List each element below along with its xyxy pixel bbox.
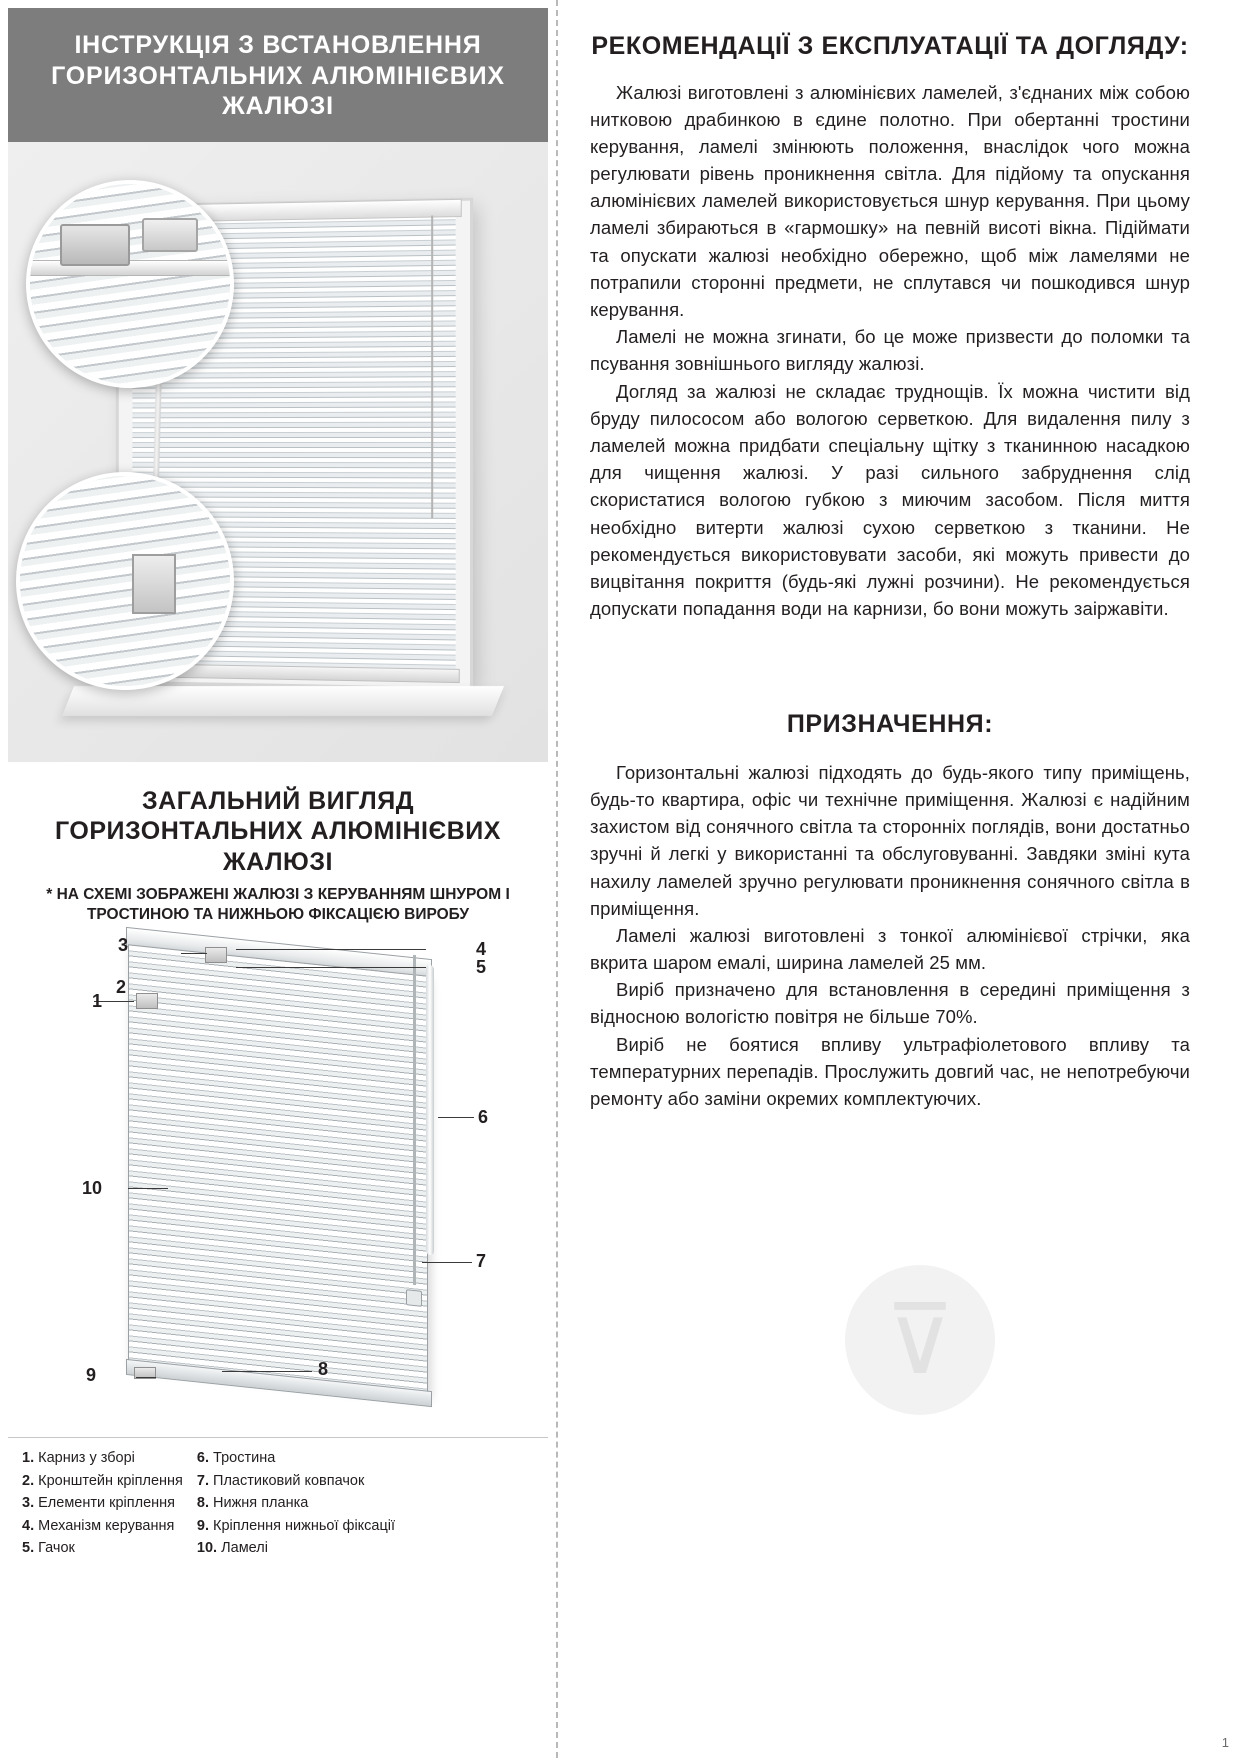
diagram-legend: [8, 1437, 548, 1565]
legend-label: Нижня планка: [213, 1495, 309, 1512]
leader-line: [438, 1117, 474, 1118]
closeup-mechanism: [142, 218, 198, 252]
diagram-plastic-cap: [406, 1289, 422, 1307]
left-column: [8, 8, 548, 1566]
list-item: [197, 1447, 395, 1469]
legend-label: Кронштейн кріплення: [38, 1472, 183, 1489]
diagram-bracket-top: [205, 947, 227, 963]
diagram-title: ЗАГАЛЬНИЙ ВИГЛЯД ГОРИЗОНТАЛЬНИХ АЛЮМІНІЄВИХ ЖАЛЮЗІ: [55, 786, 501, 876]
legend-label: Кріплення нижньої фіксації: [213, 1517, 396, 1534]
watermark-glyph: ⊽: [845, 1265, 995, 1415]
diagram-slats: [128, 945, 428, 1397]
legend-label: Гачок: [38, 1540, 75, 1557]
closeup-side-bracket: [132, 554, 176, 614]
legend-num: 9.: [196, 1517, 209, 1534]
closeup-slats: [20, 476, 230, 686]
installation-header: ІНСТРУКЦІЯ З ВСТАНОВЛЕННЯ ГОРИЗОНТАЛЬНИХ АЛЮМІНІЄВИХ ЖАЛЮЗІ: [8, 8, 548, 142]
paragraph: Ламелі не можна згинати, бо це може призвести до поломки та псування зовнішнього вигляду жалюзі.: [590, 326, 1190, 375]
legend-label: Механізм керування: [38, 1517, 175, 1534]
diagram-bracket-left: [136, 993, 158, 1009]
list-item: [197, 1537, 395, 1559]
control-cord: [431, 215, 433, 518]
legend-label: Тростина: [213, 1450, 276, 1467]
leader-line: [422, 1262, 472, 1263]
legend-num: 2.: [22, 1472, 35, 1489]
purpose-section: [590, 708, 1190, 1112]
detail-closeup-bottom: [16, 472, 234, 690]
callout-8: 8: [318, 1359, 329, 1380]
leader-line: [236, 949, 426, 950]
legend-num: 8.: [196, 1495, 209, 1512]
legend-num: 1.: [22, 1450, 35, 1467]
callout-5: 5: [476, 957, 487, 978]
paragraph: Виріб не боятися впливу ультрафіолетового впливу та температурних перепадів. Прослужить довгий час, не непотребуючи ремонту або заміни окремих комплектуючих.: [590, 1033, 1190, 1109]
callout-1: 1: [92, 991, 103, 1012]
detail-closeup-top: [26, 180, 234, 388]
fold-divider: [556, 0, 558, 1758]
care-title: РЕКОМЕНДАЦІЇ З ЕКСПЛУАТАЦІЇ ТА ДОГЛЯДУ:: [591, 32, 1189, 60]
legend-num: 3.: [22, 1495, 35, 1512]
legend-num: 7.: [196, 1472, 209, 1489]
legend-num: 5.: [22, 1540, 35, 1557]
callout-2: 2: [116, 977, 127, 998]
diagram-wand: [426, 965, 434, 1256]
list-item: [22, 1515, 183, 1537]
callout-7: 7: [476, 1251, 487, 1272]
leader-line: [128, 1188, 168, 1189]
callout-4: 4: [476, 939, 487, 960]
list-item: [197, 1492, 395, 1514]
page-number: 1: [1221, 1735, 1229, 1750]
blinds-photo: [8, 142, 548, 762]
list-item: [22, 1492, 183, 1514]
callout-9: 9: [86, 1365, 97, 1386]
leader-line: [136, 1377, 156, 1378]
window-sill: [62, 686, 504, 716]
legend-column-right: [197, 1447, 395, 1559]
paragraph: Жалюзі виготовлені з алюмінієвих ламелей, з'єднаних між собою нитковою драбинкою в єдине полотно. При обертанні тростини керування, ламелі змінюють положення, внаслідок чого можна регулювати рівень проникнення світла. Для підйому та опускання алюмінієвих ламелей використовується шнур керування. При цьому ламелі збираються в «гармошку» на певній висоті вікна. Підіймати та опускати жалюзі необхідно обережно, щоб між ламелями не потрапили сторонні предмети, не сплутався чи пошкодився шнур керування.: [590, 81, 1190, 320]
leader-line: [181, 953, 207, 954]
diagram-subtitle: * НА СХЕМІ ЗОБРАЖЕНІ ЖАЛЮЗІ З КЕРУВАННЯМ ШНУРОМ І ТРОСТИНОЮ ТА НИЖНЬОЮ ФІКСАЦІЄЮ ВИРОБУ: [46, 886, 510, 924]
purpose-body: [590, 759, 1190, 1112]
legend-label: Пластиковий ковпачок: [213, 1472, 365, 1489]
closeup-bracket: [60, 224, 130, 266]
legend-num: 10.: [196, 1540, 218, 1557]
diagram-cord: [413, 955, 416, 1285]
right-column: [590, 30, 1190, 1112]
list-item: [22, 1470, 183, 1492]
diagram-title-block: [8, 762, 548, 930]
legend-num: 6.: [196, 1450, 209, 1467]
paragraph: Виріб призначено для встановлення в середині приміщення з відносною вологістю повітря не більше 70%.: [590, 979, 1190, 1028]
legend-label: Елементи кріплення: [38, 1495, 176, 1512]
closeup-slats: [30, 184, 230, 384]
purpose-title: ПРИЗНАЧЕННЯ:: [786, 710, 994, 739]
legend-num: 4.: [22, 1517, 35, 1534]
legend-label: Карниз у зборі: [38, 1450, 135, 1467]
callout-10: 10: [82, 1178, 103, 1199]
legend-column-left: [22, 1447, 183, 1559]
leader-line: [236, 967, 426, 968]
list-item: [22, 1447, 183, 1469]
legend-label: Ламелі: [221, 1540, 268, 1557]
care-section: [590, 30, 1190, 622]
list-item: [197, 1470, 395, 1492]
leader-line: [222, 1371, 312, 1372]
paragraph: Ламелі жалюзі виготовлені з тонкої алюмінієвої стрічки, яка вкрита шаром емалі, ширина ламелей 25 мм.: [590, 924, 1190, 974]
list-item: [22, 1537, 183, 1559]
blinds-technical-diagram: [8, 935, 548, 1435]
care-body: [590, 79, 1190, 623]
callout-6: 6: [478, 1107, 489, 1128]
callout-3: 3: [118, 935, 129, 956]
list-item: [197, 1515, 395, 1537]
paragraph: Догляд за жалюзі не складає труднощів. Їх можна чистити від бруду пилососом або вологою серветкою. Для видалення пилу з ламелей можна придбати спеціальну щітку з тканинною насадкою для чищення жалюзі. У разі сильного забруднення слід скористатися вологою губкою з миючим засобом. Після миття необхідно витерти жалюзі сухою серветкою з тканини. Не рекомендується використовувати засоби, які можуть привести до вицвітання покриття (будь-які лужні розчини). Не рекомендується допускати попадання води на карнизи, бо вони можуть заіржавіти.: [590, 380, 1190, 620]
paragraph: Горизонтальні жалюзі підходять до будь-якого типу приміщень, будь-то квартира, офіс чи технічне приміщення. Жалюзі є надійним захистом від сонячного світла та сторонніх поглядів, вони достатньо зручні й легкі у використанні та обслуговуванні. Завдяки зміні кута нахилу ламелей зручно регулювати проникнення сонячного світла в приміщення.: [590, 761, 1190, 919]
